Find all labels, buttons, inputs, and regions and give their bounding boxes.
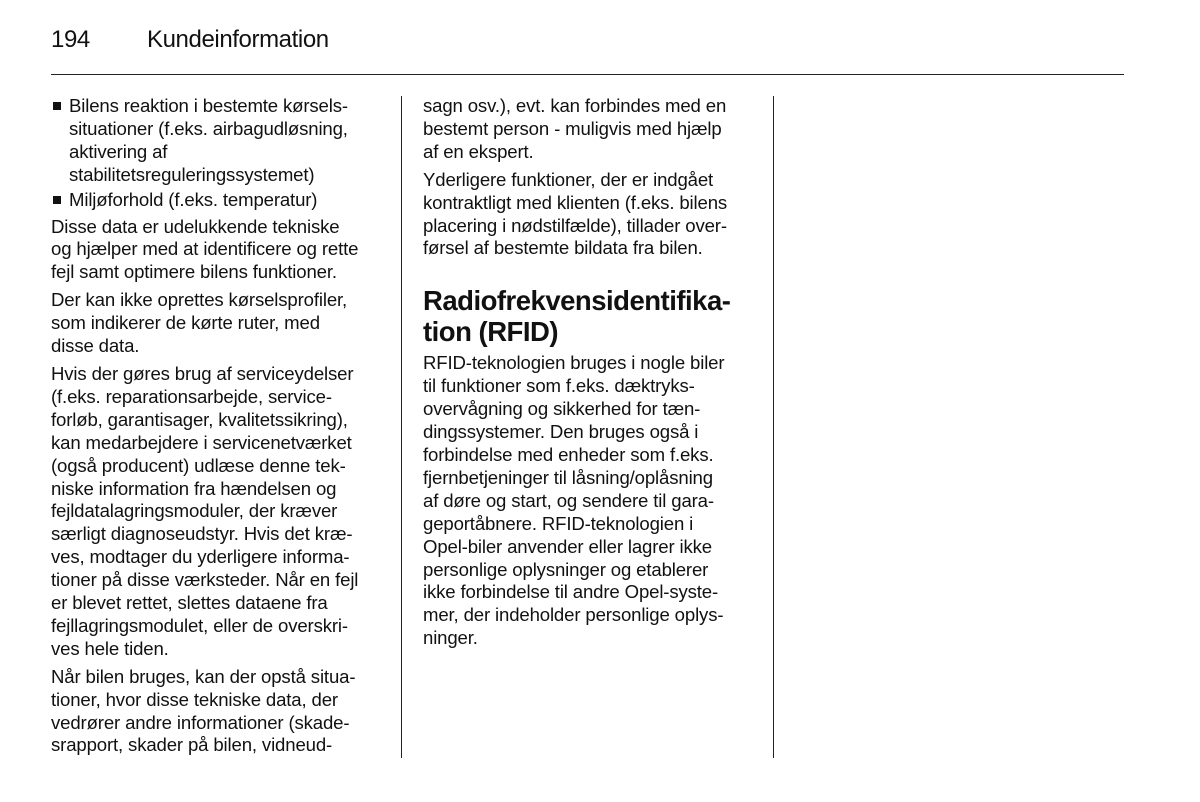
page-header <box>51 26 329 54</box>
text-line: RFID-teknologien bruges i nogle biler <box>423 352 725 374</box>
text-line: aktivering af <box>69 140 168 162</box>
text-line: personlige oplysninger og etablerer <box>423 558 709 580</box>
text-line: (f.eks. reparationsarbejde, service- <box>51 385 332 407</box>
heading-line: Radiofrekvensidentifika- <box>423 285 731 317</box>
bullet-square-icon <box>53 196 61 204</box>
paragraph <box>51 289 386 358</box>
text-line: forløb, garantisager, kvalitetssikring), <box>51 408 348 430</box>
text-line: kan medarbejdere i servicenetværket <box>51 431 352 453</box>
text-line: tioner på disse værksteder. Når en fejl <box>51 569 359 591</box>
text-line: Miljøforhold (f.eks. temperatur) <box>69 188 318 210</box>
header-divider <box>51 74 1124 75</box>
page-title: Kundeinformation <box>147 26 329 53</box>
text-line: sagn osv.), evt. kan forbindes med en <box>423 95 727 116</box>
text-line: Der kan ikke oprettes kørselsprofiler, <box>51 289 348 311</box>
paragraph <box>423 352 758 650</box>
page-number: 194 <box>51 26 90 53</box>
paragraph <box>423 169 758 261</box>
text-line: forbindelse med enheder som f.eks. <box>423 443 714 465</box>
text-line: dingssystemer. Den bruges også i <box>423 421 699 443</box>
text-line: ves hele tiden. <box>51 637 169 659</box>
bullet-square-icon <box>53 102 61 110</box>
text-line: bestemt person - muligvis med hjælp <box>423 117 722 139</box>
text-line: placering i nødstilfælde), tillader over- <box>423 214 727 236</box>
text-line: Hvis der gøres brug af serviceydelser <box>51 362 354 384</box>
text-line: tioner, hvor disse tekniske data, der <box>51 688 338 710</box>
bullet-item <box>51 189 386 212</box>
text-line: ninger. <box>423 627 478 649</box>
text-line: stabilitetsreguleringssystemet) <box>69 163 315 185</box>
text-line: er blevet rettet, slettes dataene fra <box>51 592 328 614</box>
column-left <box>51 95 386 762</box>
text-line: ves, modtager du yderligere informa- <box>51 546 350 568</box>
text-line: som indikerer de kørte ruter, med <box>51 312 320 334</box>
text-line: fejl samt optimere bilens funktioner. <box>51 261 337 283</box>
text-line: førsel af bestemte bildata fra bilen. <box>423 237 703 259</box>
text-line: niske information fra hændelsen og <box>51 477 337 499</box>
column-divider <box>401 96 402 758</box>
heading-line: tion (RFID) <box>423 316 559 348</box>
text-line: og hjælper med at identificere og rette <box>51 238 359 260</box>
paragraph <box>51 216 386 285</box>
text-line: fjernbetjeninger til låsning/oplåsning <box>423 466 713 488</box>
text-line: Bilens reaktion i bestemte kørsels- <box>69 95 348 116</box>
column-middle <box>423 95 758 655</box>
paragraph <box>51 363 386 661</box>
text-line: mer, der indeholder personlige oplys- <box>423 604 724 626</box>
text-line: srapport, skader på bilen, vidneud- <box>51 734 333 756</box>
text-line: disse data. <box>51 335 140 357</box>
text-line: situationer (f.eks. airbagudløsning, <box>69 117 348 139</box>
text-line: af døre og start, og sendere til gara- <box>423 489 714 511</box>
text-line: ikke forbindelse til andre Opel-syste- <box>423 581 719 603</box>
text-line: Opel-biler anvender eller lagrer ikke <box>423 535 712 557</box>
text-line: geportåbnere. RFID-teknologien i <box>423 512 694 534</box>
text-line: kontraktligt med klienten (f.eks. bilens <box>423 191 728 213</box>
text-line: vedrører andre informationer (skade- <box>51 711 350 733</box>
text-line: særligt diagnoseudstyr. Hvis det kræ- <box>51 523 353 545</box>
paragraph <box>423 95 758 164</box>
column-divider <box>773 96 774 758</box>
section-heading <box>423 285 758 347</box>
text-line: overvågning og sikkerhed for tæn- <box>423 398 701 420</box>
bullet-item <box>51 95 386 187</box>
text-line: Disse data er udelukkende tekniske <box>51 215 340 237</box>
text-line: fejldatalagringsmoduler, der kræver <box>51 500 338 522</box>
text-line: af en ekspert. <box>423 140 534 162</box>
text-line: til funktioner som f.eks. dæktryks- <box>423 375 695 397</box>
text-line: Når bilen bruges, kan der opstå situa- <box>51 665 356 687</box>
text-line: (også producent) udlæse denne tek- <box>51 454 346 476</box>
text-line: fejllagringsmodulet, eller de overskri- <box>51 614 348 636</box>
text-line: Yderligere funktioner, der er indgået <box>423 168 714 190</box>
paragraph <box>51 666 386 758</box>
